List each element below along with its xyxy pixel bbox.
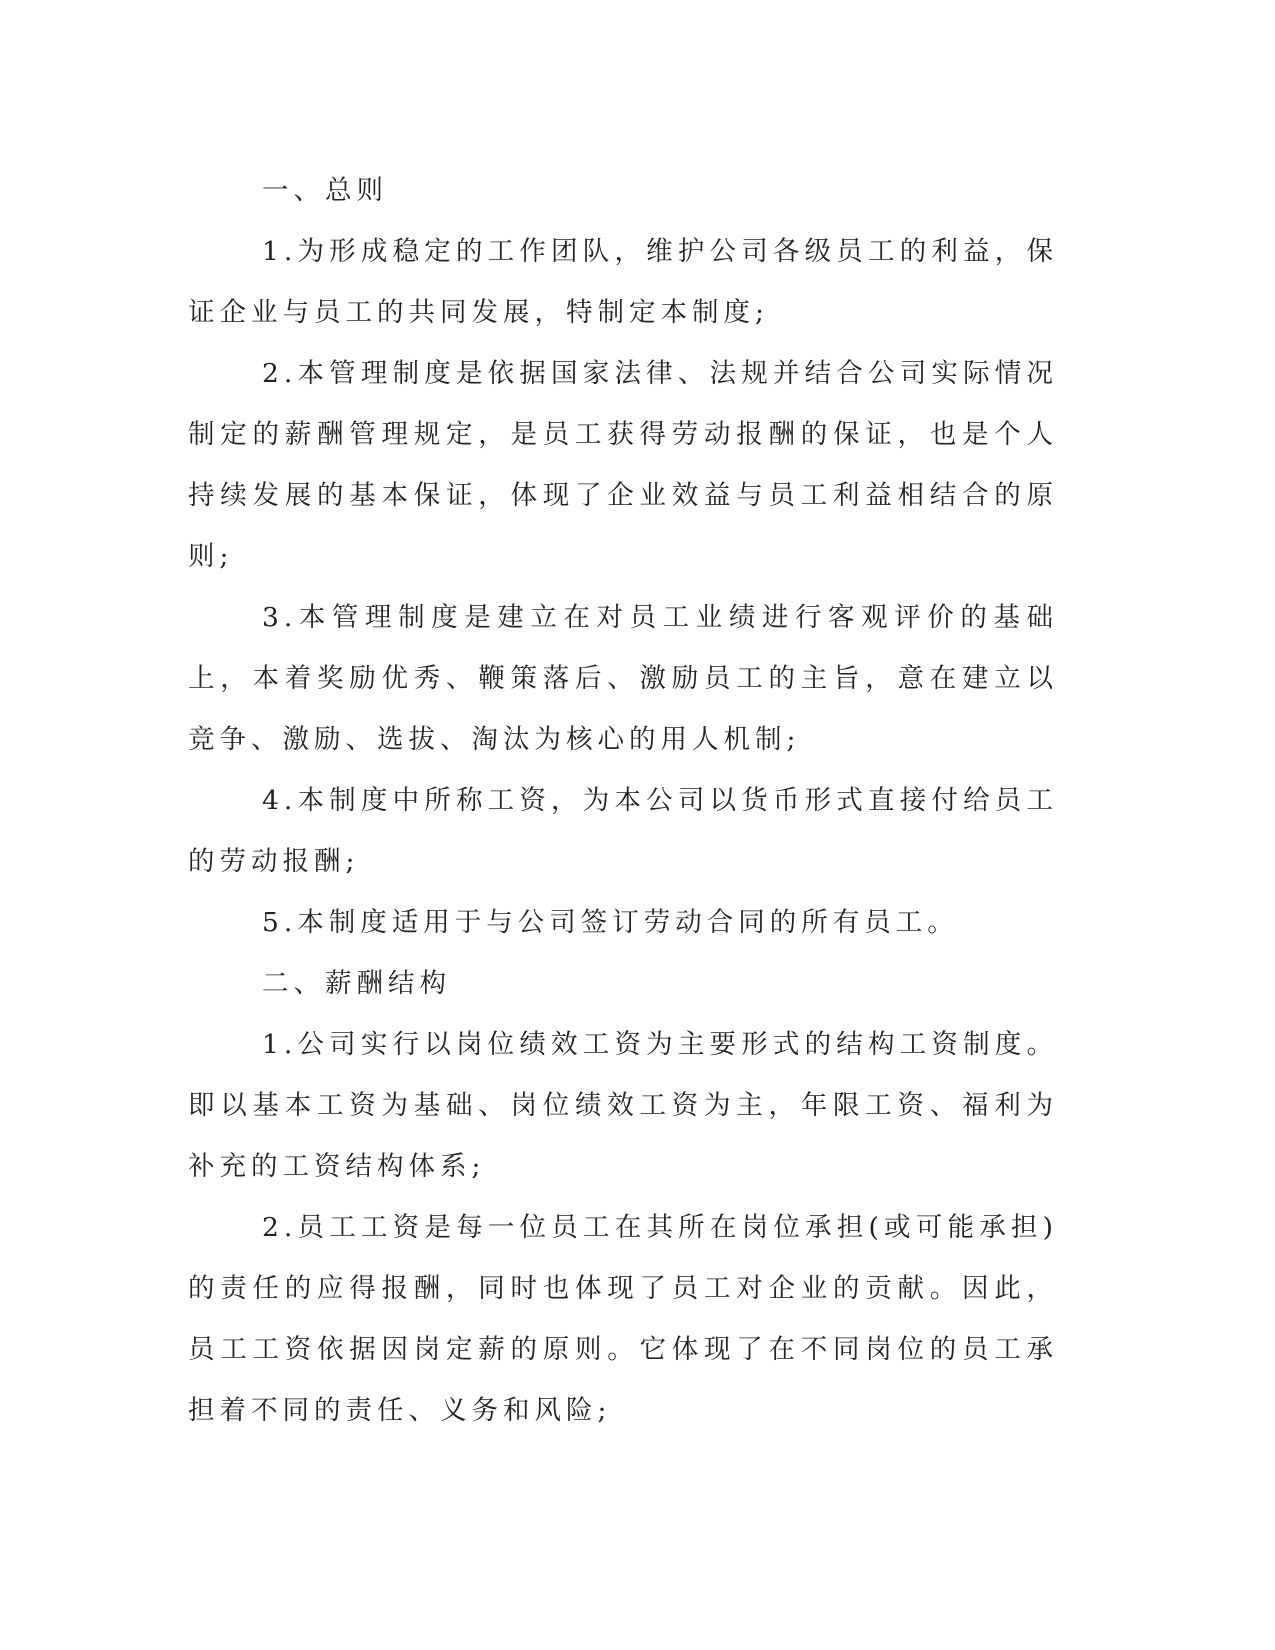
document-body [188,160,1058,1441]
paragraph: 3.本管理制度是建立在对员工业绩进行客观评价的基础上，本着奖励优秀、鞭策落后、激励员工的主旨，意在建立以竞争、激励、选拔、淘汰为核心的用人机制; [188,602,1058,755]
paragraph: 2.员工工资是每一位员工在其所在岗位承担(或可能承担)的责任的应得报酬，同时也体现了员工对企业的贡献。因此，员工工资依据因岗定薪的原则。它体现了在不同岗位的员工承担着不同的责任、义务和风险; [188,1212,1058,1426]
section-heading-salary-structure: 二、薪酬结构 [262,968,451,999]
paragraph: 4.本制度中所称工资，为本公司以货币形式直接付给员工的劳动报酬; [188,785,1058,877]
section-heading-general: 一、总则 [262,175,388,206]
paragraph: 1.公司实行以岗位绩效工资为主要形式的结构工资制度。即以基本工资为基础、岗位绩效工资为主，年限工资、福利为补充的工资结构体系; [188,1029,1058,1182]
paragraph: 1.为形成稳定的工作团队，维护公司各级员工的利益，保证企业与员工的共同发展，特制定本制度; [188,236,1058,328]
paragraph: 5.本制度适用于与公司签订劳动合同的所有员工。 [262,907,959,938]
paragraph: 2.本管理制度是依据国家法律、法规并结合公司实际情况制定的薪酬管理规定，是员工获得劳动报酬的保证，也是个人持续发展的基本保证，体现了企业效益与员工利益相结合的原则; [188,358,1058,572]
